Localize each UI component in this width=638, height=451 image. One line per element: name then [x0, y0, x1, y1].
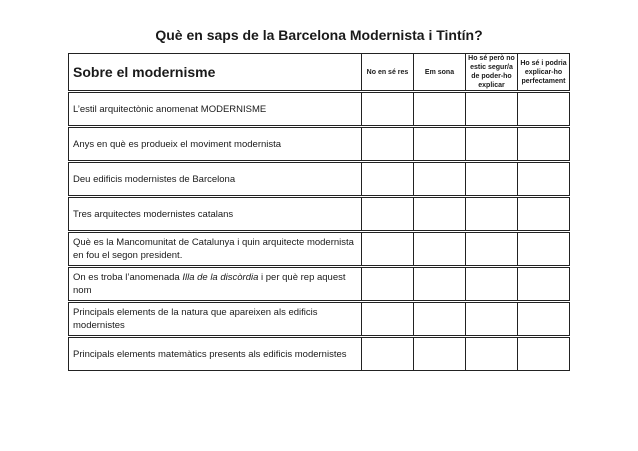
answer-cell[interactable]: [466, 303, 518, 336]
question-text: Principals elements de la natura que apareixen als edificis modernistes: [69, 303, 362, 336]
answer-cell[interactable]: [518, 163, 570, 196]
answer-cell[interactable]: [518, 303, 570, 336]
answer-cell[interactable]: [414, 233, 466, 266]
answer-cell[interactable]: [414, 338, 466, 371]
question-text: Deu edificis modernistes de Barcelona: [69, 163, 362, 196]
option-heading-familiar: Em sona: [414, 54, 466, 91]
answer-cell[interactable]: [362, 338, 414, 371]
answer-cell[interactable]: [414, 303, 466, 336]
option-heading-expert: Ho sé i podria explicar-ho perfectament: [518, 54, 570, 91]
question-row: [69, 128, 570, 161]
answer-cell[interactable]: [414, 268, 466, 301]
question-text: L’estil arquitectònic anomenat MODERNISME: [69, 93, 362, 126]
question-text-start: On es troba l’anomenada: [73, 272, 183, 283]
answer-cell[interactable]: [518, 233, 570, 266]
answer-cell[interactable]: [362, 93, 414, 126]
page-title: Què en saps de la Barcelona Modernista i Tintín?: [155, 27, 483, 43]
answer-cell[interactable]: [362, 163, 414, 196]
answer-cell[interactable]: [362, 233, 414, 266]
question-text-emphasis: Illa de la discòrdia: [182, 272, 259, 283]
answer-cell[interactable]: [466, 128, 518, 161]
answer-cell[interactable]: [414, 163, 466, 196]
question-text: [69, 268, 362, 301]
question-text: Què es la Mancomunitat de Catalunya i quin arquitecte modernista en fou el segon president.: [69, 233, 362, 266]
answer-cell[interactable]: [466, 93, 518, 126]
answer-cell[interactable]: [518, 338, 570, 371]
answer-cell[interactable]: [362, 198, 414, 231]
answer-cell[interactable]: [518, 128, 570, 161]
question-row: [69, 93, 570, 126]
answer-cell[interactable]: [414, 93, 466, 126]
answer-cell[interactable]: [362, 303, 414, 336]
question-row: [69, 233, 570, 266]
option-heading-none: No en sé res: [362, 54, 414, 91]
question-row: [69, 268, 570, 301]
question-text: Principals elements matemàtics presents als edificis modernistes: [69, 338, 362, 371]
answer-cell[interactable]: [414, 198, 466, 231]
option-heading-unsure: Ho sé però no estic segur/a de poder-ho explicar: [466, 54, 518, 91]
answer-cell[interactable]: [466, 233, 518, 266]
question-text: Anys en què es produeix el moviment modernista: [69, 128, 362, 161]
answer-cell[interactable]: [466, 268, 518, 301]
topic-heading: Sobre el modernisme: [69, 54, 362, 91]
question-text-end: i per què rep aquest nom: [73, 272, 346, 296]
question-row: [69, 303, 570, 336]
answer-cell[interactable]: [362, 268, 414, 301]
answer-cell[interactable]: [466, 163, 518, 196]
answer-cell[interactable]: [518, 268, 570, 301]
answer-cell[interactable]: [518, 198, 570, 231]
answer-cell[interactable]: [362, 128, 414, 161]
question-row: [69, 338, 570, 371]
answer-cell[interactable]: [466, 198, 518, 231]
question-text: Tres arquitectes modernistes catalans: [69, 198, 362, 231]
question-row: [69, 163, 570, 196]
answer-cell[interactable]: [466, 338, 518, 371]
answer-cell[interactable]: [518, 93, 570, 126]
knowledge-table: [68, 53, 570, 371]
header-row: [69, 54, 570, 91]
answer-cell[interactable]: [414, 128, 466, 161]
question-row: [69, 198, 570, 231]
